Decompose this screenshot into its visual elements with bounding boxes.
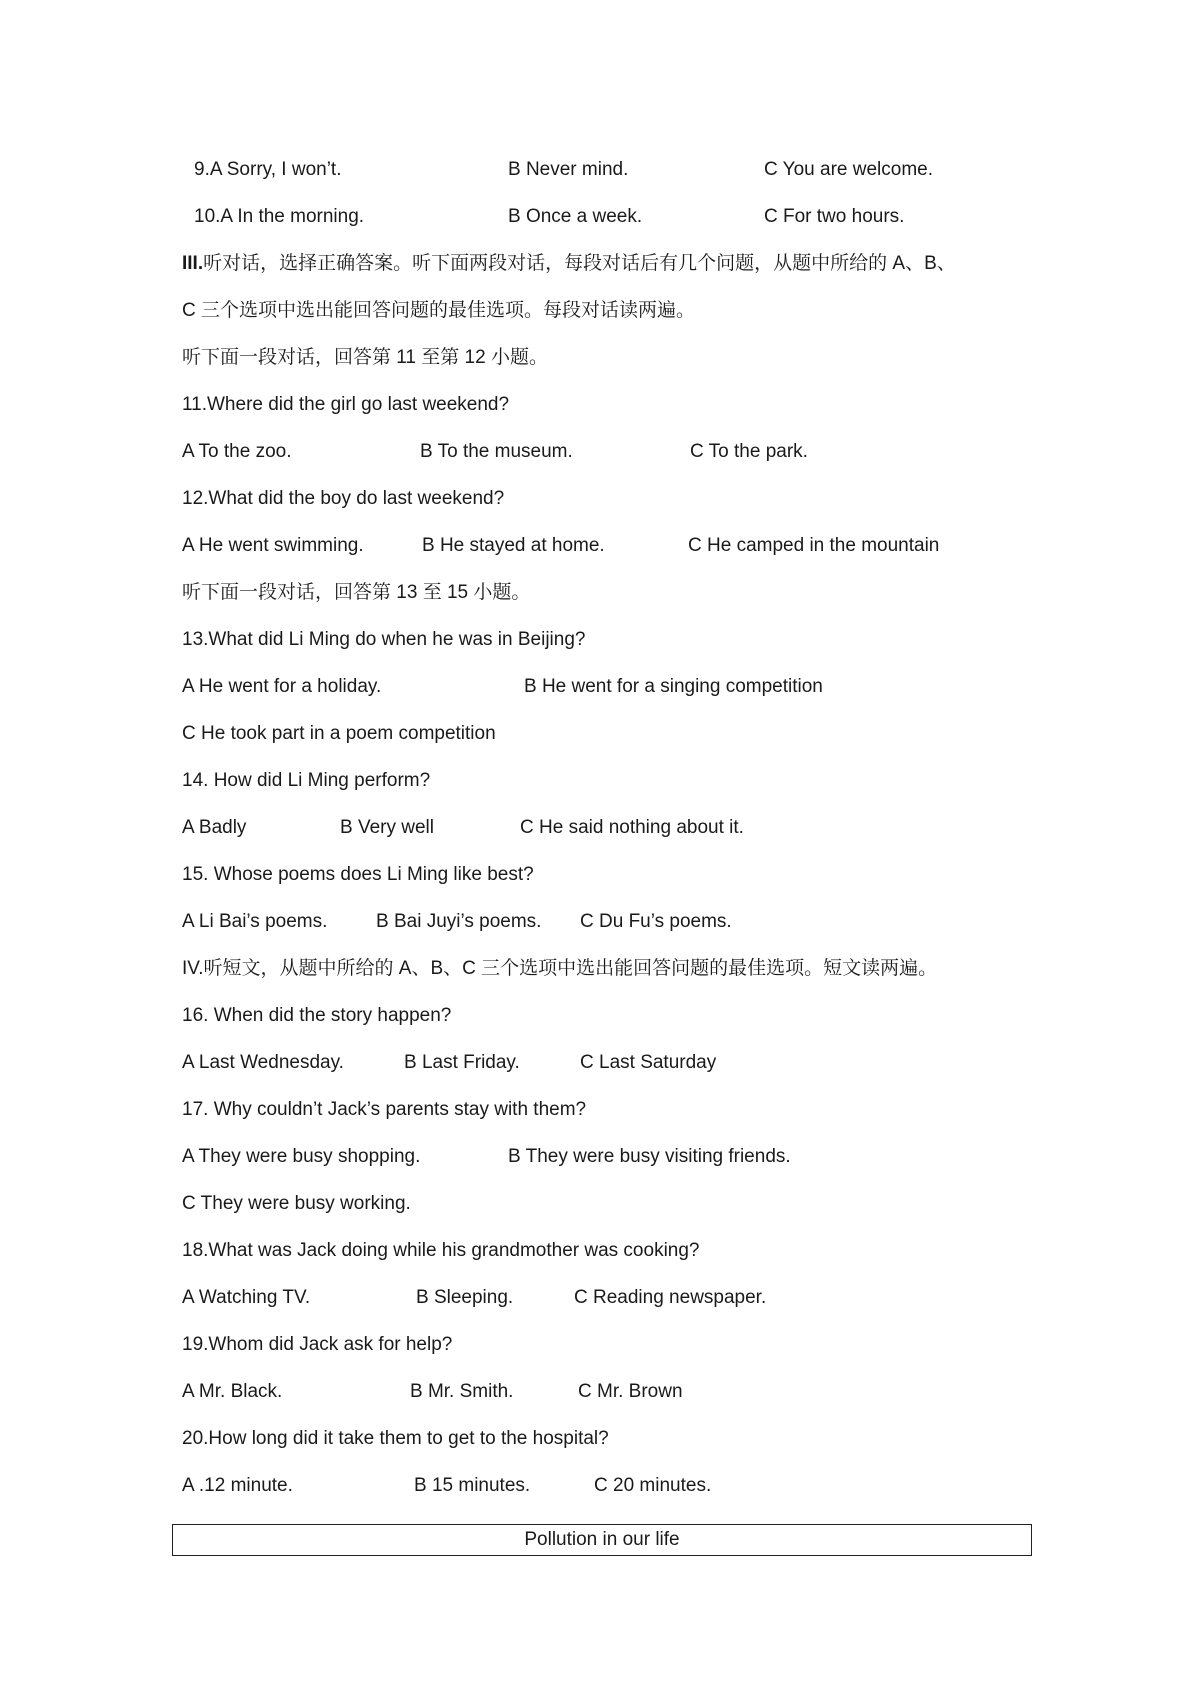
dialogue-2-intro: 听下面一段对话，回答第 13 至 15 小题。 (182, 582, 531, 603)
option-c: C Du Fu’s poems. (580, 911, 732, 932)
dialogue-1-intro: 听下面一段对话，回答第 11 至第 12 小题。 (182, 347, 548, 368)
option-c: C Reading newspaper. (574, 1287, 767, 1308)
question-20: 20.How long did it take them to get to the hospital? (182, 1428, 609, 1449)
option-b: B Sleeping. (416, 1287, 514, 1308)
option-b: B Last Friday. (404, 1052, 520, 1073)
option-c: C Last Saturday (580, 1052, 717, 1073)
option-c: C He said nothing about it. (520, 817, 744, 838)
section-4-text: 听短文，从题中所给的 A、B、C 三个选项中选出能回答问题的最佳选项。短文读两遍。 (203, 958, 938, 979)
question-19: 19.Whom did Jack ask for help? (182, 1334, 453, 1355)
option-c: C To the park. (690, 441, 808, 462)
option-a: A Mr. Black. (182, 1381, 283, 1402)
option-b: B Bai Juyi’s poems. (376, 911, 542, 932)
option-a: A Badly (182, 817, 247, 838)
option-a: 10.A In the morning. (194, 206, 365, 227)
option-b: B Mr. Smith. (410, 1381, 514, 1402)
question-13: 13.What did Li Ming do when he was in Beijing? (182, 629, 586, 650)
option-a: A Last Wednesday. (182, 1052, 344, 1073)
option-a: A To the zoo. (182, 441, 292, 462)
section-4-instruction (182, 957, 937, 981)
option-a: A Watching TV. (182, 1287, 311, 1308)
option-a: A He went swimming. (182, 535, 364, 556)
option-b: B He stayed at home. (422, 535, 605, 556)
option-b: B Very well (340, 817, 434, 838)
section-4-number: IV. (182, 958, 204, 979)
question-14: 14. How did Li Ming perform? (182, 770, 431, 791)
question-16: 16. When did the story happen? (182, 1005, 452, 1026)
section-3-text: 听对话，选择正确答案。听下面两段对话，每段对话后有几个问题，从题中所给的 A、B、 (203, 253, 956, 274)
option-a: A He went for a holiday. (182, 676, 382, 697)
option-c: C Mr. Brown (578, 1381, 683, 1402)
question-15: 15. Whose poems does Li Ming like best? (182, 864, 534, 885)
section-3-instruction-cont: C 三个选项中选出能回答问题的最佳选项。每段对话读两遍。 (182, 300, 696, 321)
option-c: C You are welcome. (764, 159, 933, 180)
option-a: A Li Bai’s poems. (182, 911, 328, 932)
section-3-instruction (182, 252, 956, 276)
option-a: 9.A Sorry, I won’t. (194, 159, 342, 180)
question-12: 12.What did the boy do last weekend? (182, 488, 505, 509)
question-17-option-c: C They were busy working. (182, 1193, 411, 1214)
option-b: B 15 minutes. (414, 1475, 531, 1496)
option-b: B Never mind. (508, 159, 629, 180)
question-11: 11.Where did the girl go last weekend? (182, 394, 510, 415)
section-3-number: III. (182, 253, 204, 274)
option-c: C 20 minutes. (594, 1475, 712, 1496)
option-b: B He went for a singing competition (524, 676, 823, 697)
option-b: B They were busy visiting friends. (508, 1146, 791, 1167)
question-17: 17. Why couldn’t Jack’s parents stay with them? (182, 1099, 587, 1120)
boxed-title: Pollution in our life (172, 1524, 1032, 1556)
option-c: C For two hours. (764, 206, 905, 227)
option-a: A They were busy shopping. (182, 1146, 421, 1167)
option-a: A .12 minute. (182, 1475, 293, 1496)
option-b: B Once a week. (508, 206, 643, 227)
option-b: B To the museum. (420, 441, 573, 462)
question-18: 18.What was Jack doing while his grandmother was cooking? (182, 1240, 700, 1261)
option-c: C He camped in the mountain (688, 535, 940, 556)
question-13-option-c: C He took part in a poem competition (182, 723, 496, 744)
